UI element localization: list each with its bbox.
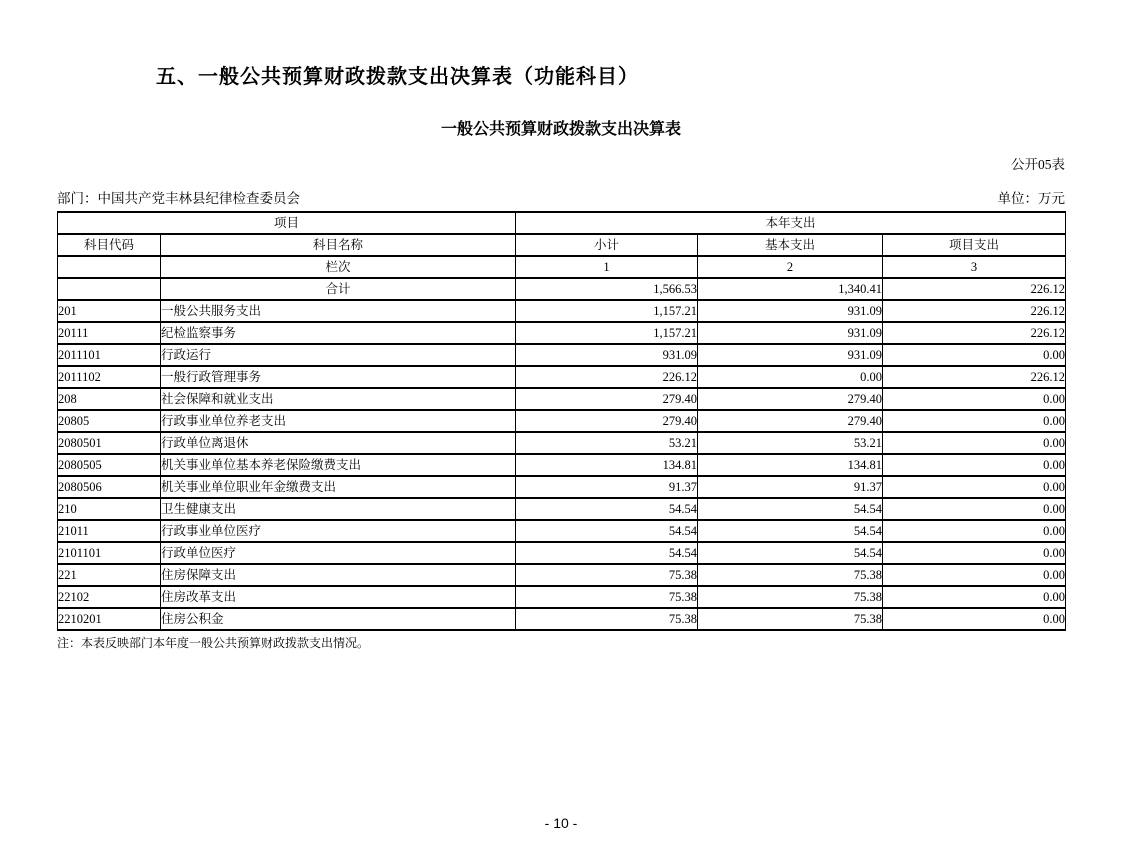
cell-code: 20111 — [58, 322, 161, 344]
table-row — [58, 542, 1066, 564]
cell-basic: 75.38 — [698, 586, 883, 608]
cell-project: 0.00 — [883, 564, 1066, 586]
cell-name: 一般行政管理事务 — [161, 366, 516, 388]
cell-subtotal: 931.09 — [516, 344, 698, 366]
column-index-label: 栏次 — [161, 256, 516, 278]
cell-project: 0.00 — [883, 410, 1066, 432]
header-group-item: 项目 — [58, 212, 516, 234]
cell-code: 2011102 — [58, 366, 161, 388]
page-content — [57, 60, 1065, 651]
table-row — [58, 432, 1066, 454]
cell-code: 2080506 — [58, 476, 161, 498]
cell-code: 21011 — [58, 520, 161, 542]
cell-code: 208 — [58, 388, 161, 410]
cell-code: 20805 — [58, 410, 161, 432]
table-row — [58, 520, 1066, 542]
cell-basic: 75.38 — [698, 608, 883, 630]
header-group-row — [58, 212, 1066, 234]
cell-name: 一般公共服务支出 — [161, 300, 516, 322]
table-meta-row — [57, 190, 1065, 208]
cell-subtotal: 75.38 — [516, 608, 698, 630]
cell-project: 0.00 — [883, 388, 1066, 410]
total-row — [58, 278, 1066, 300]
cell-code: 2011101 — [58, 344, 161, 366]
cell-name: 行政运行 — [161, 344, 516, 366]
cell-subtotal: 226.12 — [516, 366, 698, 388]
table-row — [58, 410, 1066, 432]
cell-subtotal: 134.81 — [516, 454, 698, 476]
cell-project: 0.00 — [883, 344, 1066, 366]
header-col-basic: 基本支出 — [698, 234, 883, 256]
cell-subtotal: 75.38 — [516, 586, 698, 608]
column-index-1: 1 — [516, 256, 698, 278]
cell-project: 0.00 — [883, 476, 1066, 498]
header-col-project: 项目支出 — [883, 234, 1066, 256]
table-row — [58, 498, 1066, 520]
cell-project: 0.00 — [883, 542, 1066, 564]
section-title: 五、一般公共预算财政拨款支出决算表（功能科目） — [156, 66, 639, 88]
form-code-label: 公开05表 — [1011, 157, 1065, 172]
cell-code: 2210201 — [58, 608, 161, 630]
table-row — [58, 300, 1066, 322]
cell-code: 2080501 — [58, 432, 161, 454]
cell-code: 221 — [58, 564, 161, 586]
total-label: 合计 — [161, 278, 516, 300]
budget-table — [57, 211, 1066, 631]
table-row — [58, 454, 1066, 476]
cell-name: 行政单位医疗 — [161, 542, 516, 564]
cell-basic: 54.54 — [698, 542, 883, 564]
page-number: - 10 - — [544, 815, 578, 831]
cell-basic: 134.81 — [698, 454, 883, 476]
cell-code: 210 — [58, 498, 161, 520]
table-row — [58, 586, 1066, 608]
cell-name: 机关事业单位基本养老保险缴费支出 — [161, 454, 516, 476]
cell-project: 226.12 — [883, 300, 1066, 322]
department-label: 部门：中国共产党丰林县纪律检查委员会 — [57, 191, 300, 206]
cell-subtotal: 75.38 — [516, 564, 698, 586]
cell-subtotal: 53.21 — [516, 432, 698, 454]
cell-name: 住房改革支出 — [161, 586, 516, 608]
cell-subtotal: 91.37 — [516, 476, 698, 498]
cell-empty — [58, 278, 161, 300]
cell-name: 机关事业单位职业年金缴费支出 — [161, 476, 516, 498]
cell-name: 住房保障支出 — [161, 564, 516, 586]
cell-name: 行政事业单位医疗 — [161, 520, 516, 542]
cell-subtotal: 54.54 — [516, 520, 698, 542]
cell-basic: 0.00 — [698, 366, 883, 388]
table-note: 注：本表反映部门本年度一般公共预算财政拨款支出情况。 — [57, 636, 370, 650]
cell-basic: 931.09 — [698, 322, 883, 344]
cell-name: 纪检监察事务 — [161, 322, 516, 344]
cell-subtotal: 54.54 — [516, 542, 698, 564]
cell-name: 行政事业单位养老支出 — [161, 410, 516, 432]
cell-basic: 931.09 — [698, 300, 883, 322]
cell-name: 卫生健康支出 — [161, 498, 516, 520]
cell-project: 0.00 — [883, 432, 1066, 454]
cell-basic: 54.54 — [698, 498, 883, 520]
column-index-3: 3 — [883, 256, 1066, 278]
header-columns-row — [58, 234, 1066, 256]
cell-name: 社会保障和就业支出 — [161, 388, 516, 410]
cell-code: 22102 — [58, 586, 161, 608]
cell-basic: 279.40 — [698, 410, 883, 432]
total-project: 226.12 — [883, 278, 1066, 300]
cell-basic: 75.38 — [698, 564, 883, 586]
unit-label: 单位：万元 — [997, 191, 1065, 206]
header-col-name: 科目名称 — [161, 234, 516, 256]
cell-code: 2080505 — [58, 454, 161, 476]
cell-subtotal: 54.54 — [516, 498, 698, 520]
cell-name: 住房公积金 — [161, 608, 516, 630]
header-col-code: 科目代码 — [58, 234, 161, 256]
total-subtotal: 1,566.53 — [516, 278, 698, 300]
cell-project: 226.12 — [883, 322, 1066, 344]
cell-empty — [58, 256, 161, 278]
table-row — [58, 344, 1066, 366]
table-row — [58, 322, 1066, 344]
column-index-2: 2 — [698, 256, 883, 278]
cell-subtotal: 279.40 — [516, 410, 698, 432]
header-group-current-year: 本年支出 — [516, 212, 1066, 234]
cell-name: 行政单位离退休 — [161, 432, 516, 454]
table-title: 一般公共预算财政拨款支出决算表 — [440, 121, 681, 138]
cell-project: 226.12 — [883, 366, 1066, 388]
cell-project: 0.00 — [883, 520, 1066, 542]
cell-basic: 54.54 — [698, 520, 883, 542]
cell-basic: 931.09 — [698, 344, 883, 366]
cell-project: 0.00 — [883, 586, 1066, 608]
cell-code: 201 — [58, 300, 161, 322]
column-index-row — [58, 256, 1066, 278]
cell-code: 2101101 — [58, 542, 161, 564]
header-col-subtotal: 小计 — [516, 234, 698, 256]
cell-basic: 279.40 — [698, 388, 883, 410]
table-row — [58, 366, 1066, 388]
table-body — [58, 300, 1066, 630]
cell-subtotal: 1,157.21 — [516, 300, 698, 322]
cell-project: 0.00 — [883, 454, 1066, 476]
cell-basic: 91.37 — [698, 476, 883, 498]
cell-basic: 53.21 — [698, 432, 883, 454]
cell-project: 0.00 — [883, 608, 1066, 630]
table-row — [58, 388, 1066, 410]
total-basic: 1,340.41 — [698, 278, 883, 300]
cell-subtotal: 1,157.21 — [516, 322, 698, 344]
cell-subtotal: 279.40 — [516, 388, 698, 410]
cell-project: 0.00 — [883, 498, 1066, 520]
table-row — [58, 608, 1066, 630]
document-page — [0, 60, 1122, 853]
table-row — [58, 564, 1066, 586]
table-row — [58, 476, 1066, 498]
